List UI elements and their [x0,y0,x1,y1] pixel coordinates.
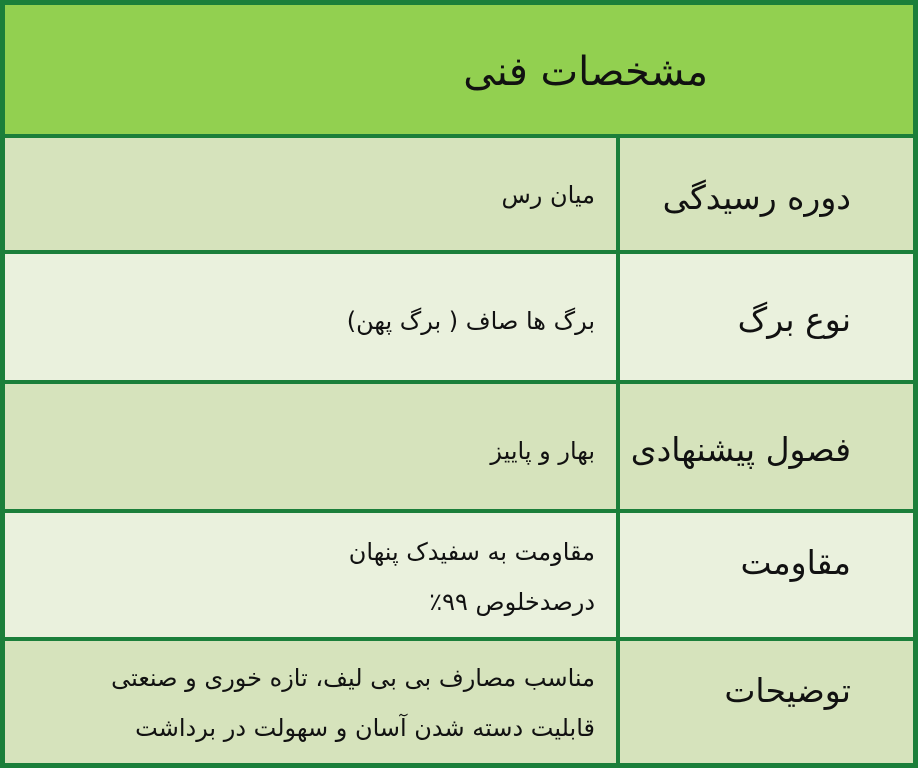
row-ripening-period [5,134,913,250]
row-value: برگ ها صاف ( برگ پهن) [346,307,595,335]
row-label: فصول پیشنهادی [630,430,851,469]
row-value: بهار و پاییز [490,437,595,465]
row-label: دوره رسیدگی [662,178,851,217]
row-value-line-1: مناسب مصارف بی بی لیف، تازه خوری و صنعتی [111,664,595,692]
row-label: نوع برگ [737,300,851,339]
row-value-line-1: مقاومت به سفیدک پنهان [348,538,595,566]
table-title: مشخصات فنی [463,49,708,95]
row-value: میان رس [501,181,595,209]
row-label: توضیحات [724,671,851,710]
row-value-line-2: قابلیت دسته شدن آسان و سهولت در برداشت [135,714,595,742]
column-divider [616,134,620,763]
row-description [5,637,913,763]
row-value-line-2: درصدخلوص ۹۹٪ [429,588,595,616]
table-header [5,5,913,134]
row-suggested-seasons [5,380,913,509]
row-resistance [5,509,913,637]
row-label: مقاومت [740,543,851,582]
row-leaf-type [5,250,913,380]
